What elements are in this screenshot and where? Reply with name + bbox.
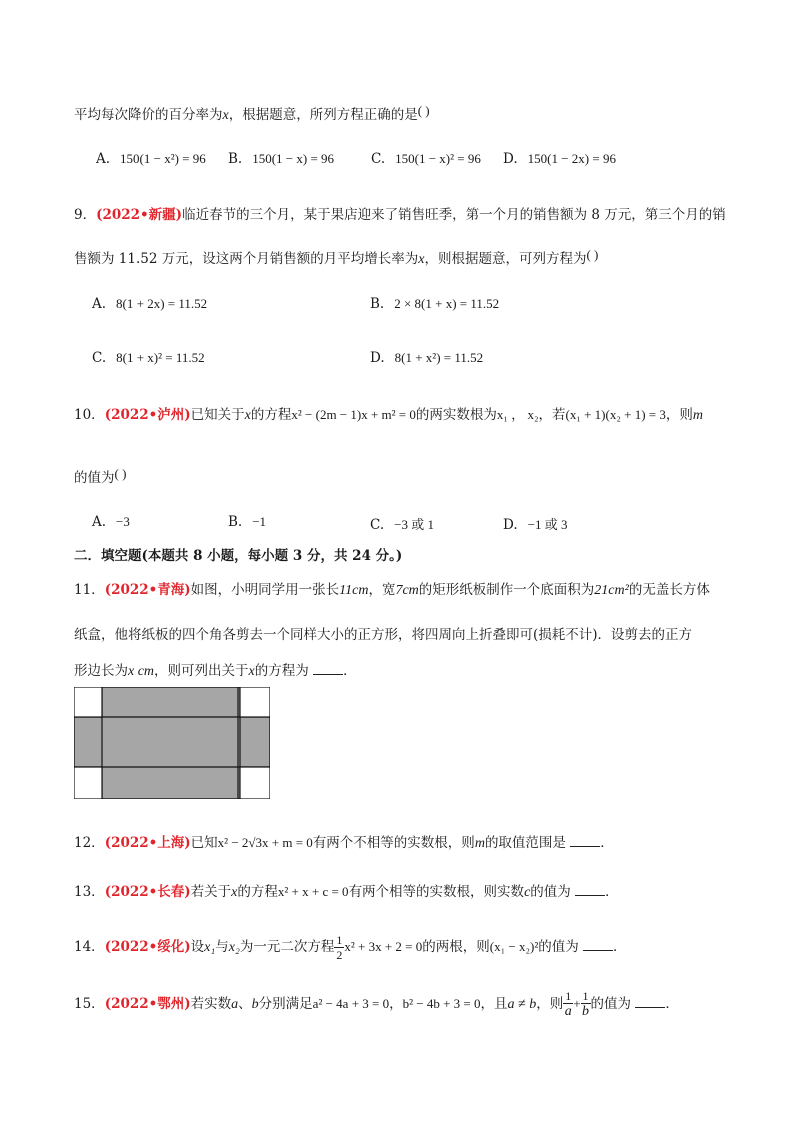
q11-line1 [74, 578, 710, 599]
q14-end: ． [613, 939, 627, 955]
q12-text-b: 有两个不相等的实数根，则 [312, 835, 475, 851]
q14-fraction [334, 934, 344, 961]
q15-answer-blank[interactable] [635, 995, 665, 1008]
fraction-numerator: 1 [565, 989, 572, 1003]
fraction-denominator: a [564, 1004, 572, 1019]
q11-text1a: 如图，小明同学用一张长 [190, 582, 340, 598]
q10-var-m: m [692, 408, 703, 423]
q11-line3 [74, 659, 357, 680]
q10-option-d[interactable] [503, 514, 567, 533]
q9-source: (2022•新疆) [96, 207, 183, 223]
q9-line1 [74, 203, 726, 223]
q13-text-b: 的方程 [237, 884, 278, 900]
q13-line [74, 880, 619, 901]
option-label: D. [370, 350, 385, 366]
q14-answer-blank[interactable] [583, 938, 613, 951]
q10-text1e: ，则 [665, 407, 693, 423]
option-expr: −1 或 3 [527, 517, 568, 532]
q10-roots: x₁ ， x₂ [496, 407, 539, 422]
q14-equation: x² + 3x + 2 = 0 [344, 939, 423, 954]
q10-option-b[interactable] [228, 514, 266, 530]
option-label: D. [503, 517, 518, 533]
q15-text-b: 分别满足 [258, 996, 313, 1012]
q13-equation: x² + x + c = 0 [277, 884, 349, 899]
q14-expression: (x₁ − x₂)² [489, 939, 539, 954]
option-expr: 8(1 + x)² = 11.52 [116, 350, 205, 365]
q9-text2a: 售额为 11.52 万元，设这两个月销售额的月平均增长率为 [74, 251, 419, 267]
option-expr: −3 [116, 514, 130, 529]
q15-neq: a ≠ b [507, 997, 537, 1012]
q15-text-c: ，且 [480, 996, 508, 1012]
q14-text-a: 设 [190, 939, 205, 955]
option-expr: 2 × 8(1 + x) = 11.52 [394, 296, 500, 311]
q15-eq1: a² − 4a + 3 = 0 [312, 996, 390, 1011]
q11-var-x: x [248, 664, 255, 679]
q11-side: x cm [128, 664, 155, 679]
option-expr: −3 或 1 [394, 517, 434, 532]
option-expr: 150(1 − x) = 96 [252, 151, 335, 166]
q9-line2 [74, 247, 598, 268]
q13-text-a: 若关于 [190, 884, 232, 900]
q15-end: ． [665, 996, 679, 1012]
q12-var-m: m [474, 836, 485, 851]
q10-text1d: ，若 [538, 407, 566, 423]
q10-var-x: x [244, 408, 251, 423]
option-expr: 150(1 − x²) = 96 [120, 151, 206, 166]
q11-area: 21cm² [594, 583, 629, 598]
corner-cut-top-right [240, 687, 270, 717]
q11-answer-blank[interactable] [313, 662, 343, 675]
option-label: A. [92, 296, 107, 312]
q8-text: 平均每次降价的百分率为 [74, 107, 223, 123]
q14-x1: x₁ [204, 940, 216, 955]
q10-source: (2022•泸州) [104, 407, 191, 423]
q10-text1c: 的两实数根为 [415, 407, 497, 423]
q10-option-a[interactable] [92, 514, 130, 530]
q9-option-a[interactable] [92, 296, 207, 312]
q9-option-c[interactable] [92, 350, 205, 366]
q13-var-x: x [231, 885, 238, 900]
q10-text2: 的值为 [74, 470, 115, 486]
q15-sep: 、 [238, 996, 252, 1012]
q15-var-a: a [231, 997, 239, 1012]
q15-eq2: b² − 4b + 3 = 0 [402, 996, 481, 1011]
q13-source: (2022•长春) [104, 884, 191, 900]
q15-text-a: 若实数 [190, 996, 232, 1012]
option-expr: 8(1 + x²) = 11.52 [394, 350, 484, 365]
q15-line [74, 990, 679, 1019]
q11-end: ． [343, 663, 357, 679]
option-label: A. [92, 514, 107, 530]
q11-text3a: 形边长为 [74, 663, 128, 679]
option-label: B. [370, 296, 385, 312]
q14-text-e: 的值为 [538, 939, 579, 955]
q8-option-c[interactable] [371, 151, 481, 167]
option-label: B. [228, 514, 243, 530]
q14-line [74, 934, 627, 961]
q15-text-d: ，则 [536, 996, 564, 1012]
q8-paren: ( ) [417, 103, 430, 118]
q11-text3b: ，则可列出关于 [154, 663, 249, 679]
q10-paren: ( ) [114, 466, 127, 481]
q8-option-a[interactable] [96, 151, 206, 167]
option-label: C. [92, 350, 107, 366]
q9-text1: 临近春节的三个月，某于果店迎来了销售旺季，第一个月的销售额为 8 万元，第三个月的销 [182, 207, 726, 223]
option-expr: 150(1 − x)² = 96 [395, 151, 481, 166]
q10-text1a: 已知关于 [190, 407, 245, 423]
option-label: D. [503, 151, 518, 167]
q10-option-c[interactable] [370, 514, 434, 533]
corner-cut-bottom-left [74, 767, 102, 799]
fraction-denominator: b [582, 1004, 590, 1019]
fraction-numerator: 1 [336, 933, 343, 947]
q11-length: 11cm [339, 583, 369, 598]
q14-text-d: 的两根，则 [422, 939, 490, 955]
q12-number: 12． [74, 835, 105, 851]
q9-paren: ( ) [586, 247, 599, 262]
q8-option-b[interactable] [228, 151, 334, 167]
option-label: B. [228, 151, 243, 167]
q12-line [74, 831, 614, 852]
q11-width: 7cm [395, 583, 419, 598]
q13-end: ． [605, 884, 619, 900]
section-title: 二．填空题(本题共 8 小题，每小题 3 分，共 24 分。) [74, 548, 403, 564]
q11-cardboard-figure [74, 687, 270, 799]
cardboard-middle-strip [74, 717, 270, 767]
q9-number: 9． [74, 207, 97, 223]
q11-text1d: 的无盖长方体 [628, 582, 710, 598]
q13-text-c: 有两个相等的实数根，则实数 [348, 884, 525, 900]
q15-comma: ， [389, 996, 403, 1012]
q13-number: 13． [74, 884, 105, 900]
fraction-numerator: 1 [582, 989, 589, 1003]
q10-condition: (x₁ + 1)(x₂ + 1) = 3 [565, 407, 666, 422]
q11-line2: 纸盒，他将纸板的四个角各剪去一个同样大小的正方形，将四周向上折叠即可(损耗不计)．设剪去的正方 [74, 627, 693, 643]
option-expr: −1 [252, 514, 267, 529]
q8-stem-tail [74, 103, 430, 124]
q15-fraction-a [563, 990, 573, 1019]
corner-cut-top-left [74, 687, 102, 717]
corner-cut-bottom-right [240, 767, 270, 799]
q11-text1c: 的矩形纸板制作一个底面积为 [418, 582, 595, 598]
q14-text-c: 为一元二次方程 [239, 939, 335, 955]
q11-text1b: ，宽 [368, 582, 396, 598]
q12-equation: x² − 2√3x + m = 0 [217, 835, 313, 850]
q14-x2: x₂ [228, 940, 240, 955]
q8-text2: ，根据题意，所列方程正确的是 [228, 107, 418, 123]
q15-text-e: 的值为 [590, 996, 632, 1012]
q14-text-b: 与 [215, 939, 229, 955]
fraction-denominator: 2 [336, 948, 343, 962]
q8-var: x [222, 108, 229, 123]
q13-answer-blank[interactable] [575, 883, 605, 896]
q11-source: (2022•青海) [104, 582, 191, 598]
option-expr: 150(1 − 2x) = 96 [527, 151, 616, 166]
q10-line1 [74, 403, 703, 424]
q15-number: 15． [74, 996, 105, 1012]
q15-plus: + [573, 996, 581, 1011]
q9-text2b: ，则根据题意，可列方程为 [424, 251, 587, 267]
q14-source: (2022•绥化) [104, 939, 191, 955]
q15-fraction-b [581, 990, 591, 1019]
option-label: C. [370, 517, 385, 533]
option-expr: 8(1 + 2x) = 11.52 [116, 296, 208, 311]
option-label: C. [371, 151, 386, 167]
q12-answer-blank[interactable] [570, 834, 600, 847]
q13-var-c: c [524, 885, 531, 900]
q13-text-d: 的值为 [530, 884, 571, 900]
q11-number: 11． [74, 582, 105, 598]
q15-source: (2022•鄂州) [104, 996, 191, 1012]
q9-option-d[interactable] [370, 350, 483, 366]
q10-line2 [74, 466, 126, 486]
option-label: A. [96, 151, 111, 167]
q11-text3c: 的方程为 [254, 663, 309, 679]
q12-text-a: 已知 [190, 835, 218, 851]
q9-var: x [418, 252, 425, 267]
q10-number: 10． [74, 407, 105, 423]
q10-equation: x² − (2m − 1)x + m² = 0 [291, 407, 416, 422]
q10-text1b: 的方程 [250, 407, 292, 423]
q9-option-b[interactable] [370, 296, 499, 312]
q14-number: 14． [74, 939, 105, 955]
q12-text-c: 的取值范围是 [484, 835, 566, 851]
q12-source: (2022•上海) [104, 835, 191, 851]
q15-var-b: b [251, 997, 259, 1012]
q8-option-d[interactable] [503, 151, 616, 167]
q12-end: ． [600, 835, 614, 851]
